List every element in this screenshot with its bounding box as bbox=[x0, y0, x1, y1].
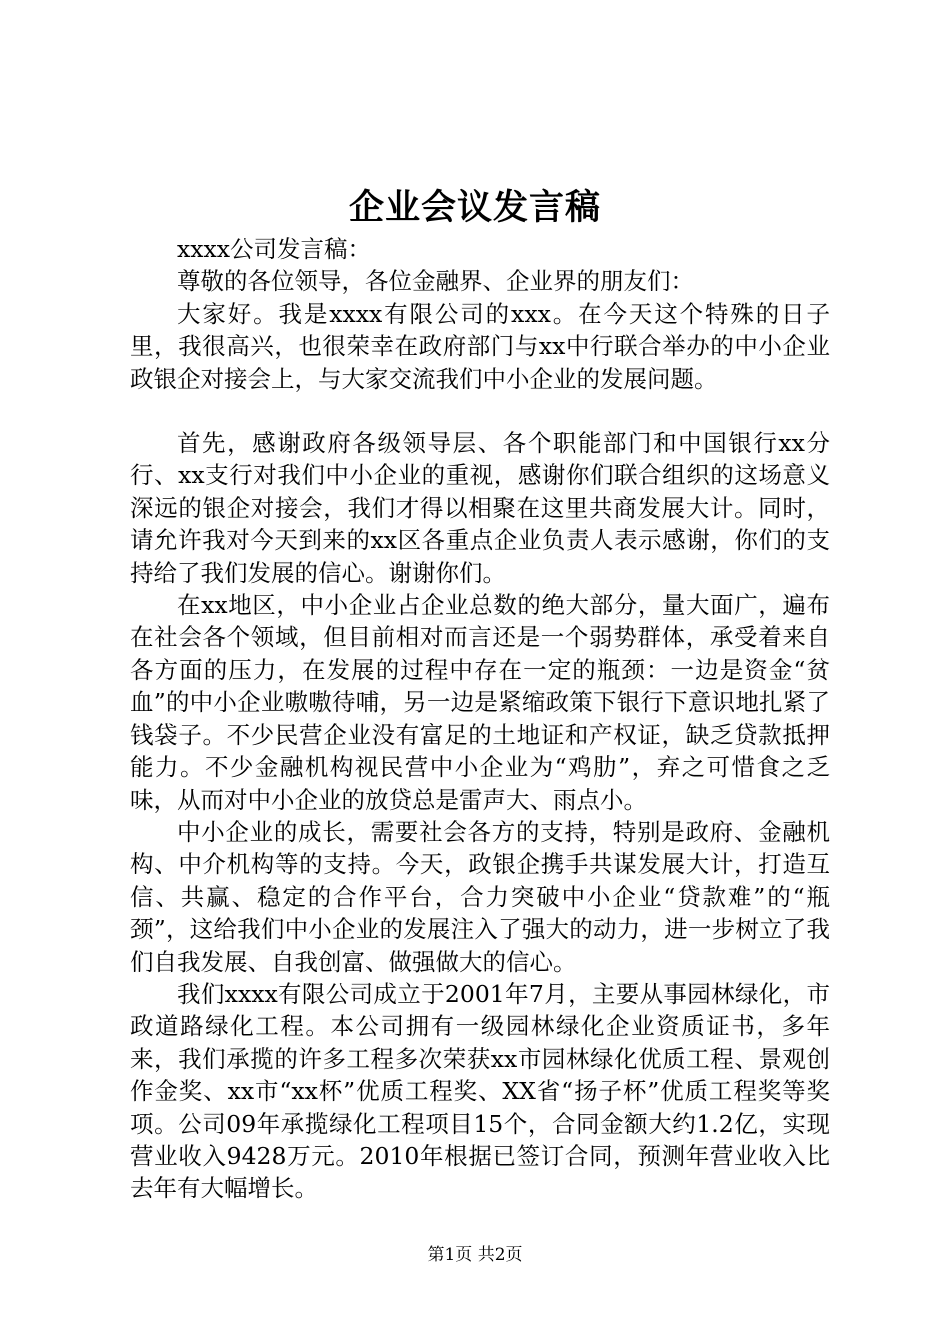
paragraph-support: 中小企业的成长，需要社会各方的支持，特别是政府、金融机构、中介机构等的支持。今天，政银企携手共谋发展大计，打造互信、共赢、稳定的合作平台，合力突破中小企业“贷款难”的“瓶颈”，这给我们中小企业的发展注入了强大的动力，进一步树立了我们自我发展、自我创富、做强做大的信心。 bbox=[130, 817, 830, 976]
salutation-audience: 尊敬的各位领导，各位金融界、企业界的朋友们： bbox=[177, 267, 694, 296]
paragraph-company-profile: 我们xxxx有限公司成立于2001年7月，主要从事园林绿化，市政道路绿化工程。本公司拥有一级园林绿化企业资质证书，多年来，我们承揽的许多工程多次荣获xx市园林绿化优质工程、景观创作金奖、xx市“xx杯”优质工程奖、XX省“扬子杯”优质工程奖等奖项。公司09年承揽绿化工程项目15个，合同金额大约1.2亿，实现营业收入9428万元。2010年根据已签订合同，预测年营业收入比去年有大幅增长。 bbox=[130, 979, 830, 1203]
document-body bbox=[130, 233, 830, 1205]
paragraph-challenges: 在xx地区，中小企业占企业总数的绝大部分，量大面广，遍布在社会各个领域，但目前相对而言还是一个弱势群体，承受着来自各方面的压力，在发展的过程中存在一定的瓶颈：一边是资金“贫血”的中小企业嗷嗷待哺，另一边是紧缩政策下银行下意识地扎紧了钱袋子。不少民营企业没有富足的土地证和产权证，缺乏贷款抵押能力。不少金融机构视民营中小企业为“鸡肋”，弃之可惜食之乏味，从而对中小企业的放贷总是雷声大、雨点小。 bbox=[130, 591, 830, 814]
paragraph-thanks: 首先，感谢政府各级领导层、各个职能部门和中国银行xx分行、xx支行对我们中小企业的重视，感谢你们联合组织的这场意义深远的银企对接会，我们才得以相聚在这里共商发展大计。同时，请允许我对今天到来的xx区各重点企业负责人表示感谢，你们的支持给了我们发展的信心。谢谢你们。 bbox=[130, 429, 830, 587]
page-number: 第1页 共2页 bbox=[427, 1245, 523, 1265]
paragraph-introduction: 大家好。我是xxxx有限公司的xxx。在今天这个特殊的日子里，我很高兴，也很荣幸在政府部门与xx中行联合举办的中小企业政银企对接会上，与大家交流我们中小企业的发展问题。 bbox=[130, 299, 830, 393]
salutation-company: xxxx公司发言稿： bbox=[177, 235, 372, 263]
document-title: 企业会议发言稿 bbox=[348, 187, 601, 228]
